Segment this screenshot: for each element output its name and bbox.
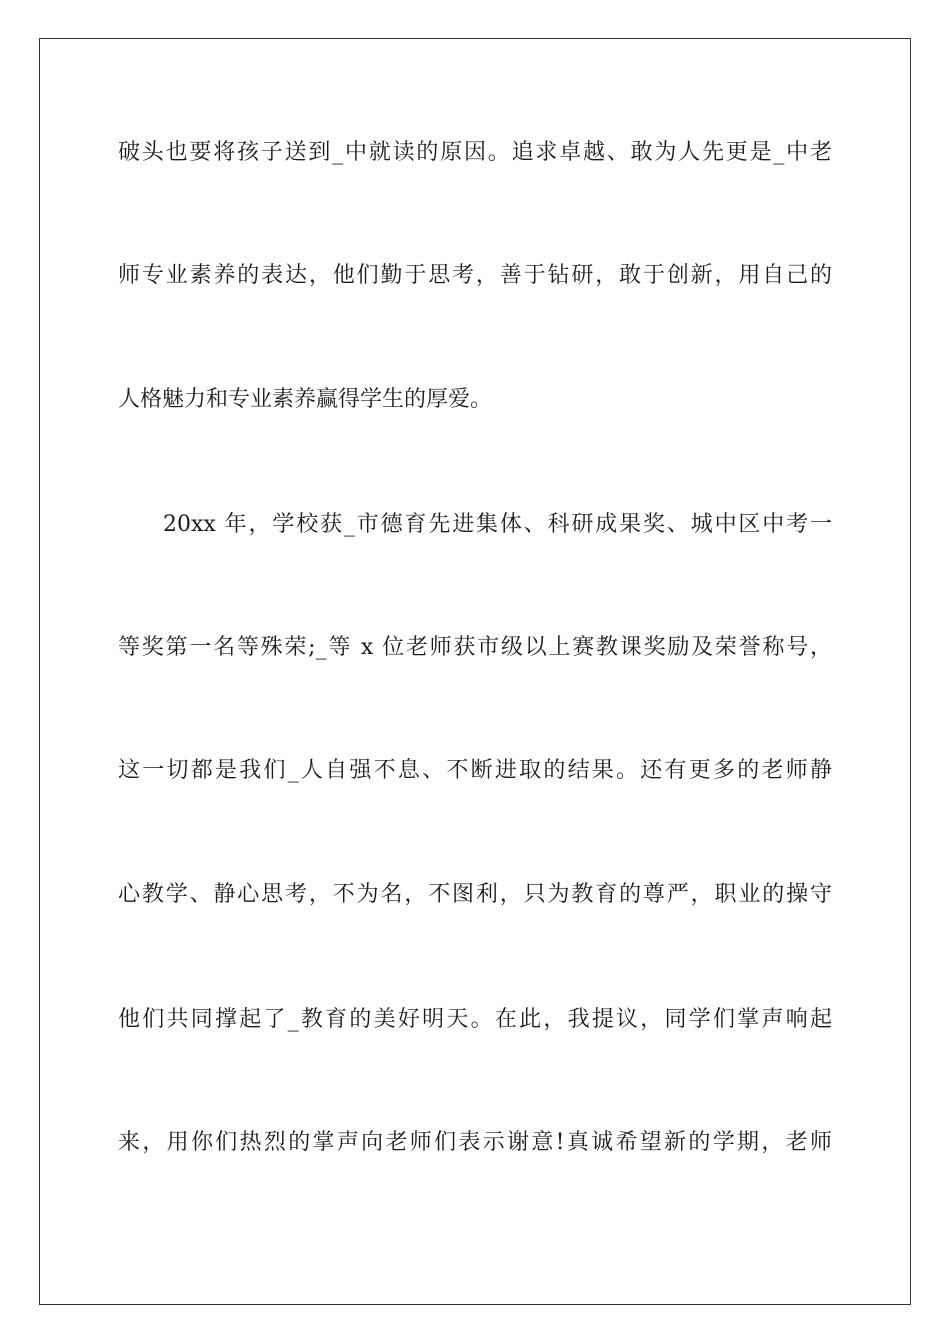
text-line: 来，用你们热烈的掌声向老师们表示谢意!真诚希望新的学期，老师 (118, 1130, 832, 1155)
text-line: 等奖第一名等殊荣;_等 x 位老师获市级以上赛教课奖励及荣誉称号， (118, 635, 832, 660)
text-line: 心教学、静心思考，不为名，不图利，只为教育的尊严，职业的操守 (118, 882, 832, 907)
text-line: 师专业素养的表达，他们勤于思考，善于钻研，敢于创新，用自己的 (118, 263, 832, 288)
text-line: 破头也要将孩子送到_中就读的原因。追求卓越、敢为人先更是_中老 (118, 140, 832, 165)
text-line: 人格魅力和专业素养赢得学生的厚爱。 (118, 387, 493, 412)
page-border (39, 38, 911, 1305)
text-line: 他们共同撑起了_教育的美好明天。在此，我提议，同学们掌声响起 (118, 1007, 832, 1032)
text-line: 20xx 年，学校获_市德育先进集体、科研成果奖、城中区中考一 (163, 512, 832, 537)
text-line: 这一切都是我们_人自强不息、不断进取的结果。还有更多的老师静 (118, 758, 832, 783)
